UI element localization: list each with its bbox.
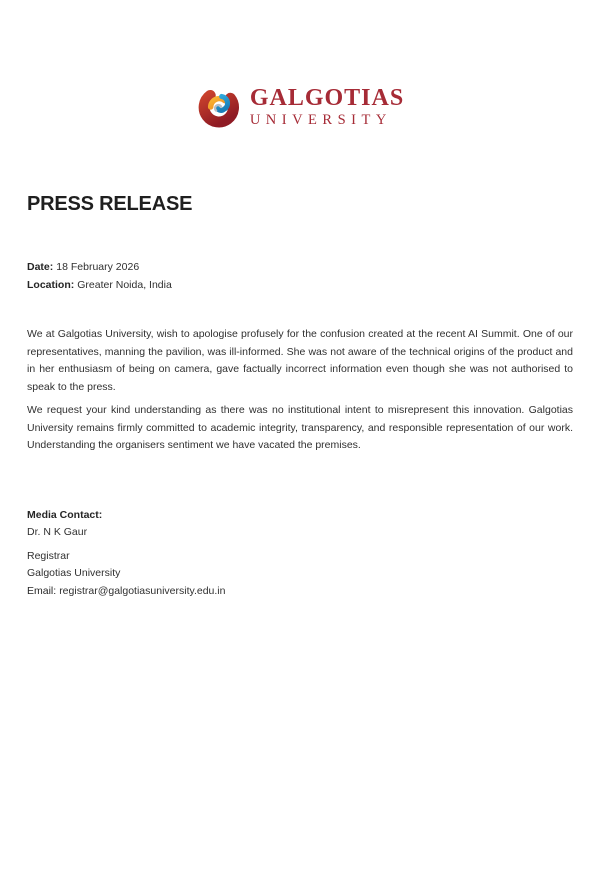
email-value: registrar@galgotiasuniversity.edu.in [59,584,226,597]
galgotias-g-swirl-icon [196,85,240,129]
body-paragraph-1: We at Galgotias University, wish to apologise profusely for the confusion created at the recent AI Summit. One of our representatives, manning the pavilion, was ill-informed. She was not aware of the technical origins of the product and in her enthusiasm of being on camera, gave factually incorrect information even though she was not authorised to speak to the press. [27,328,573,393]
date-line [27,259,573,277]
contact-person: Dr. N K Gaur [27,526,88,538]
wordmark-galgotias: GALGOTIAS [249,85,405,112]
media-contact-block [27,507,573,542]
media-contact-section [27,507,573,601]
date-value: 18 February 2026 [56,261,140,273]
university-wordmark [250,86,404,128]
university-logo [27,84,573,130]
contact-role: Registrar [27,549,70,562]
contact-details-block [27,548,573,601]
press-release-page [0,84,600,884]
contact-organization: Galgotias University [27,567,121,579]
location-value: Greater Noida, India [77,278,172,291]
email-label: Email: [27,584,57,597]
wordmark-university: UNIVERSITY [249,112,392,129]
body-paragraph-2: We request your kind understanding as there was no institutional intent to misrepresent this innovation. Galgotias University remains firmly committed to academic integrity, transparency, and responsible representation of our work. Understanding the organisers sentiment we have vacated the premises. [27,404,573,451]
release-meta [27,259,573,294]
location-label: Location: [27,278,75,291]
page-title: PRESS RELEASE [27,193,193,215]
date-label: Date: [27,261,54,273]
media-contact-heading: Media Contact: [27,508,103,521]
location-line [27,277,573,295]
